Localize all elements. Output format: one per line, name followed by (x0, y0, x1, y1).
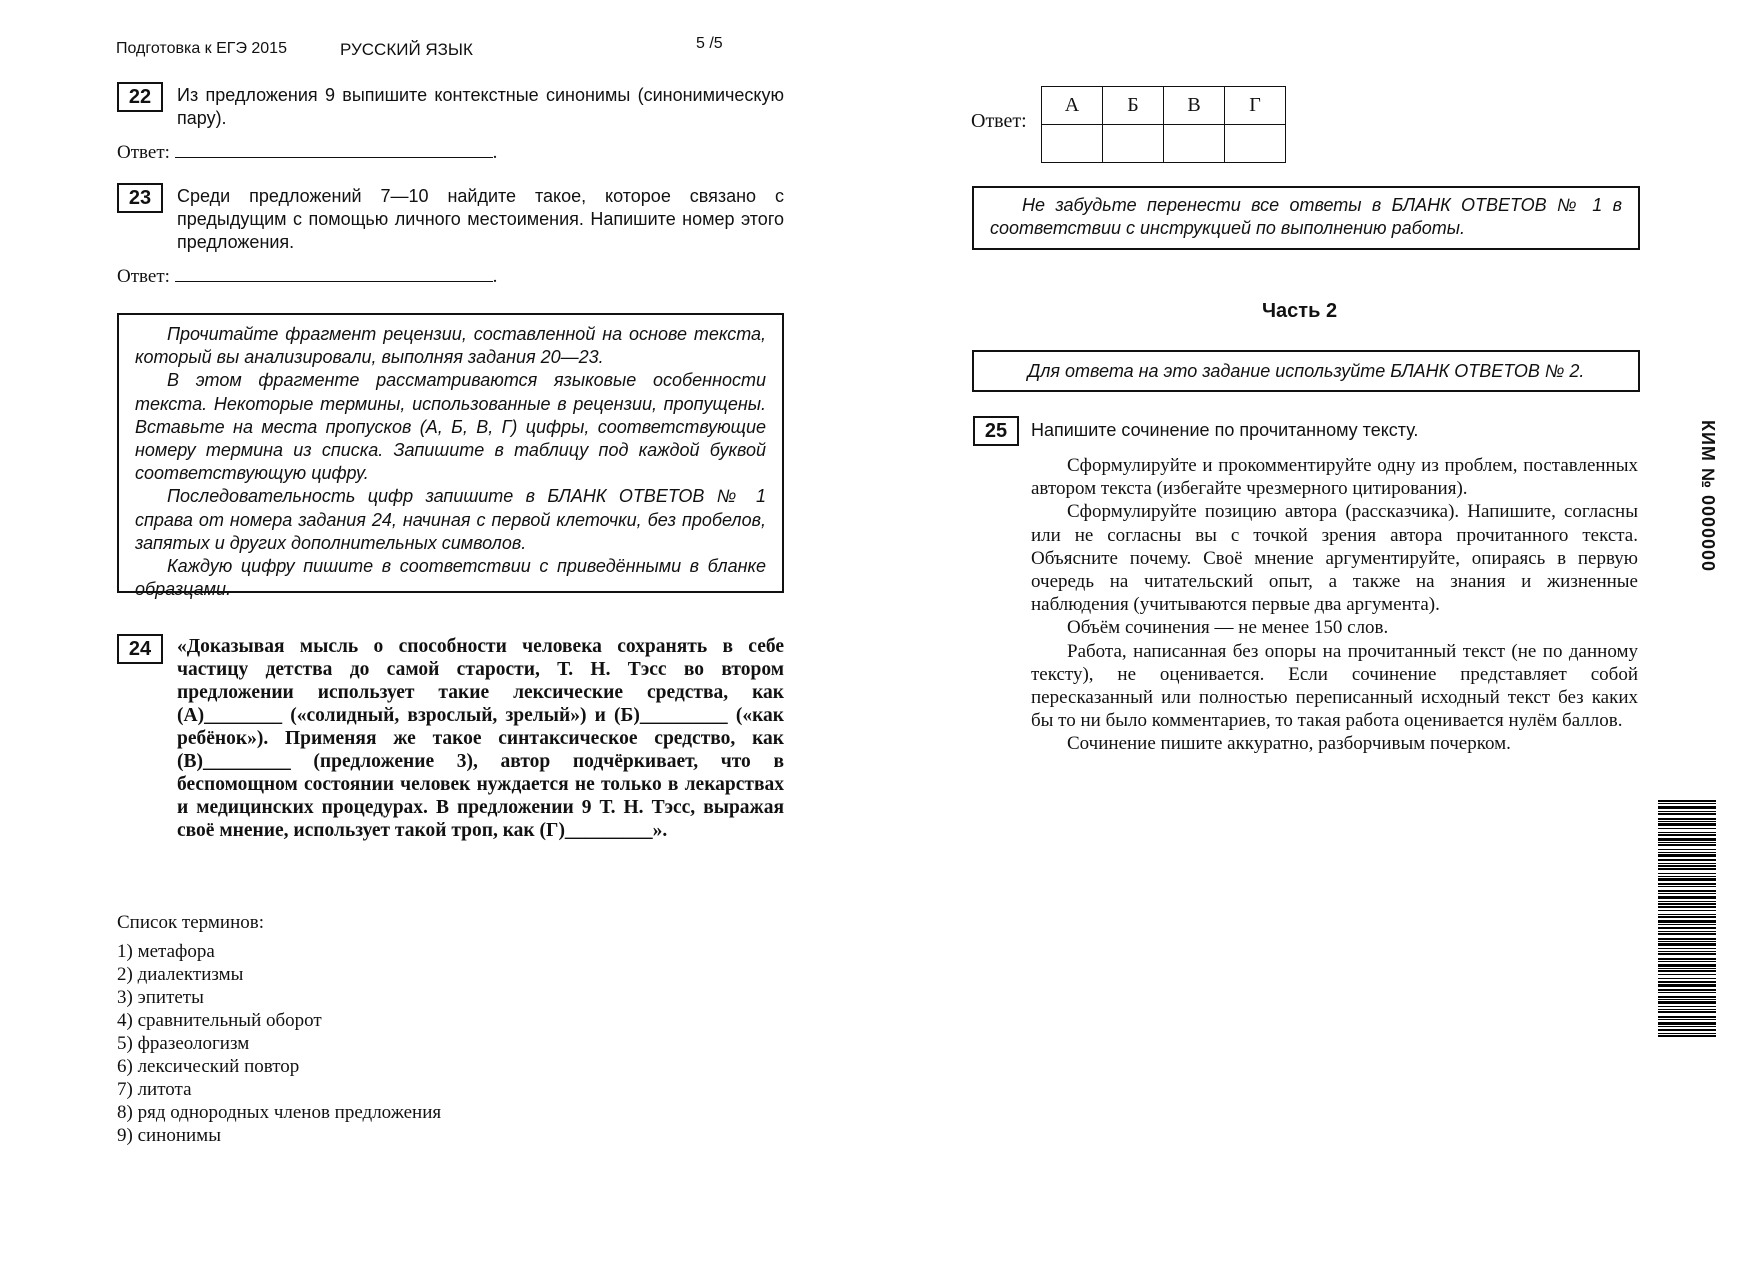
barcode-stripe (1658, 943, 1716, 946)
term-item: 9) синонимы (117, 1125, 221, 1146)
barcode-stripe (1658, 800, 1716, 802)
reminder-text: Не забудьте перенести все ответы в БЛАНК ОТВЕТОВ № 1 в соответствии с инструкцией по выполнению работы. (990, 195, 1622, 239)
barcode-stripe (1658, 1026, 1716, 1027)
barcode-stripe (1658, 868, 1716, 870)
barcode-stripe (1658, 961, 1716, 962)
barcode-stripe (1658, 890, 1716, 892)
task-22-number: 22 (117, 82, 163, 112)
instruction-paragraph: В этом фрагменте рассматриваются языковые особенности текста. Некоторые термины, использованные в рецензии, пропущены. Вставьте на места пропусков (А, Б, В, Г) цифры, соответствующие номеру термина из списка. Запишите в таблицу под каждой буквой соответствующую цифру. (135, 370, 766, 484)
barcode-stripe (1658, 914, 1716, 915)
kim-number-label: КИМ № 0000000 (1698, 420, 1718, 573)
header-exam-title: Подготовка к ЕГЭ 2015 (116, 40, 287, 57)
barcode-stripe (1658, 893, 1716, 894)
barcode-stripe (1658, 806, 1716, 809)
barcode-stripe (1658, 931, 1716, 932)
barcode-stripe (1658, 896, 1716, 899)
barcode-stripe (1658, 964, 1716, 967)
essay-paragraph: Сформулируйте позицию автора (рассказчика). Напишите, согласны или не согласны вы с точкой зрения автора прочитанного текста. Объясните почему. Своё мнение аргументируйте, опираясь в первую очередь на читательский опыт, а также на знания и жизненные наблюдения (учитываются первые два аргумента). (1031, 501, 1638, 616)
barcode-image (1658, 800, 1716, 1147)
barcode-stripe (1658, 886, 1716, 887)
barcode-stripe (1658, 927, 1716, 929)
barcode-stripe (1658, 981, 1716, 983)
barcode-stripe (1658, 849, 1716, 850)
page-number: 5 /5 (696, 35, 723, 52)
barcode-stripe (1658, 916, 1716, 918)
reminder-box (972, 186, 1640, 250)
answer-line[interactable] (175, 263, 493, 282)
barcode-stripe (1658, 999, 1716, 1000)
barcode-stripe (1658, 989, 1716, 991)
answer-table (1041, 86, 1286, 163)
term-item: 1) метафора (117, 941, 215, 962)
part-2-note-box (972, 350, 1640, 392)
terms-title: Список терминов: (117, 912, 264, 933)
essay-paragraph: Сформулируйте и прокомментируйте одну из проблем, поставленных автором текста (избегайте чрезмерного цитирования). (1031, 455, 1638, 500)
barcode-stripe (1658, 1016, 1716, 1018)
barcode-stripe (1658, 992, 1716, 993)
barcode-stripe (1658, 1009, 1716, 1010)
barcode-stripe (1658, 842, 1716, 843)
barcode-stripe (1658, 832, 1716, 833)
barcode-stripe (1658, 863, 1716, 864)
barcode-stripe (1658, 1019, 1716, 1020)
barcode-stripe (1658, 901, 1716, 902)
barcode-stripe (1658, 920, 1716, 923)
barcode-stripe (1658, 854, 1716, 857)
term-item: 7) литота (117, 1079, 192, 1100)
barcode-stripe (1658, 821, 1716, 822)
answer-header-a: А (1042, 87, 1103, 125)
barcode-stripe (1658, 1035, 1716, 1037)
barcode-stripe (1658, 844, 1716, 846)
essay-paragraph: Работа, написанная без опоры на прочитанный текст (не по данному тексту), не оценивается. Если сочинение представляет собой пересказанный или полностью переписанный исходный текст без каких бы то ни было комментариев, то такая работа оценивается нулём баллов. (1031, 640, 1638, 732)
barcode-stripe (1658, 803, 1716, 804)
answer-label: Ответ: (117, 142, 170, 163)
answer-label: Ответ: (117, 266, 170, 287)
answer-header-g: Г (1225, 87, 1286, 125)
barcode-stripe (1658, 859, 1716, 861)
barcode-stripe (1658, 968, 1716, 969)
term-item: 5) фразеологизм (117, 1033, 250, 1054)
barcode-stripe (1658, 878, 1716, 881)
barcode-stripe (1658, 865, 1716, 867)
review-instruction-box (117, 313, 784, 600)
task-23-answer: Ответ: . (117, 263, 497, 288)
task-24-number: 24 (117, 634, 163, 664)
barcode-stripe (1658, 948, 1716, 949)
term-item: 4) сравнительный оборот (117, 1010, 322, 1031)
instruction-paragraph: Последовательность цифр запишите в БЛАНК ОТВЕТОВ № 1 справа от номера задания 24, начиная с первой клеточки, без пробелов, запятых и других дополнительных символов. (135, 486, 766, 553)
barcode-stripe (1658, 903, 1716, 905)
barcode-stripe (1658, 951, 1716, 952)
barcode-stripe (1658, 852, 1716, 853)
barcode-stripe (1658, 924, 1716, 925)
barcode-stripe (1658, 910, 1716, 911)
barcode-stripe (1658, 978, 1716, 979)
barcode-stripe (1658, 828, 1716, 829)
barcode-stripe (1658, 933, 1716, 935)
task-25-title: Напишите сочинение по прочитанному тексту. (1031, 420, 1419, 440)
barcode-stripe (1658, 883, 1716, 885)
task-22-answer: Ответ: . (117, 139, 497, 164)
barcode-stripe (1658, 1006, 1716, 1007)
barcode-stripe (1658, 1029, 1716, 1031)
barcode-stripe (1658, 970, 1716, 972)
barcode-stripe (1658, 823, 1716, 826)
task-22-text: Из предложения 9 выпишите контекстные синонимы (синонимическую пару). (177, 85, 784, 128)
task-25-number: 25 (973, 416, 1019, 446)
barcode-stripe (1658, 1022, 1716, 1025)
essay-paragraph: Сочинение пишите аккуратно, разборчивым почерком. (1067, 733, 1511, 755)
barcode-stripe (1658, 958, 1716, 960)
barcode-stripe (1658, 996, 1716, 998)
task-23-number: 23 (117, 183, 163, 213)
answer-cell-g[interactable] (1225, 125, 1286, 163)
barcode-stripe (1658, 941, 1716, 942)
barcode-stripe (1658, 818, 1716, 820)
part-2-note: Для ответа на это задание используйте БЛАНК ОТВЕТОВ № 2. (1027, 361, 1585, 381)
barcode-stripe (1658, 876, 1716, 877)
essay-paragraph: Объём сочинения — не менее 150 слов. (1067, 617, 1389, 639)
answer-cell-v[interactable] (1164, 125, 1225, 163)
task-23-text: Среди предложений 7—10 найдите такое, которое связано с предыдущим с помощью личного местоимения. Напишите номер этого предложения. (177, 186, 784, 252)
answer-header-b: Б (1103, 87, 1164, 125)
task-24-text: «Доказывая мысль о способности человека сохранять в себе частицу детства до самой старости, Т. Н. Тэсс во втором предложении использует такие лексические средства, как (А)________ («солидный, взрослый, зрелый») и (Б)_________ («как ребёнок»). Применяя же такое синтаксическое средство, как (В)_________ (предложение 3), автор подчёркивает, что в беспомощном состоянии человек нуждается не только в лекарствах и медицинских процедурах. В предложении 9 Т. Н. Тэсс, выражая своё мнение, использует такой троп, как (Г)_________». (177, 636, 784, 841)
term-item: 6) лексический повтор (117, 1056, 300, 1077)
answer-header-v: В (1164, 87, 1225, 125)
barcode-stripe (1658, 811, 1716, 812)
barcode-stripe (1658, 813, 1716, 815)
answer-cell-b[interactable] (1103, 125, 1164, 163)
instruction-paragraph: Прочитайте фрагмент рецензии, составленной на основе текста, который вы анализировали, выполняя задания 20—23. (135, 324, 766, 368)
barcode-stripe (1658, 953, 1716, 955)
barcode-stripe (1658, 834, 1716, 836)
instruction-paragraph: Каждую цифру пишите в соответствии с приведёнными в бланке образцами. (135, 556, 766, 600)
barcode-stripe (1658, 974, 1716, 975)
term-item: 3) эпитеты (117, 987, 204, 1008)
answer-cell-a[interactable] (1042, 125, 1103, 163)
terms-list (117, 911, 441, 1147)
header-subject: РУССКИЙ ЯЗЫК (340, 40, 473, 59)
barcode-stripe (1658, 838, 1716, 841)
barcode-stripe (1658, 938, 1716, 940)
answer-table-label: Ответ: (971, 110, 1027, 132)
barcode-stripe (1658, 984, 1716, 987)
barcode-stripe (1658, 1011, 1716, 1013)
barcode-stripe (1658, 906, 1716, 908)
part-2-title: Часть 2 (1262, 300, 1338, 322)
barcode-stripe (1658, 1033, 1716, 1034)
barcode-stripe (1658, 1001, 1716, 1004)
term-item: 8) ряд однородных членов предложения (117, 1102, 442, 1123)
answer-line[interactable] (175, 139, 493, 158)
barcode-stripe (1658, 873, 1716, 874)
task-25-instructions (1031, 454, 1638, 756)
term-item: 2) диалектизмы (117, 964, 244, 985)
